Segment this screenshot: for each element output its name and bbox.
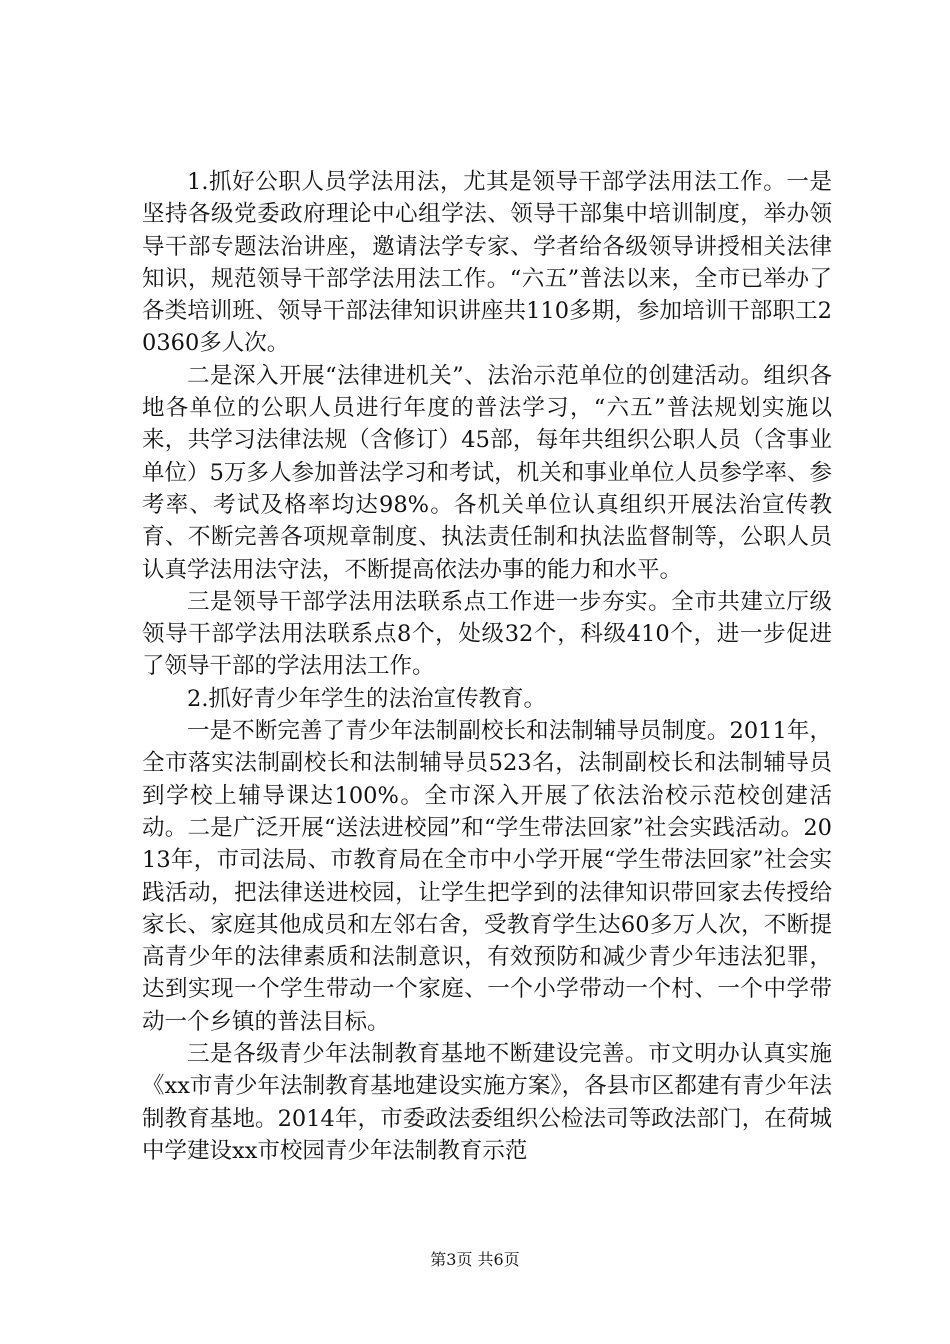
paragraph-law-into-organs: 二是深入开展“法律进机关”、法治示范单位的创建活动。组织各地各单位的公职人员进行年度的普法学习，“六五”普法规划实施以来，共学习法律法规（含修订）45部，每年共组织公职人员（含事业单位）5万多人参加普法学习和考试，机关和事业单位人员参学率、参考率、考试及格率均达98%。各机关单位认真组织开展法治宣传教育、不断完善各项规章制度、执法责任制和执法监督制等，公职人员认真学法用法守法，不断提高依法办事的能力和水平。 <box>142 362 832 583</box>
paragraph-education-bases: 三是各级青少年法制教育基地不断建设完善。市文明办认真实施《xx市青少年法制教育基地建设实施方案》，各县市区都建有青少年法制教育基地。2014年，市委政法委组织公检法司等政法部门，在荷城中学建设xx市校园青少年法制教育示范 <box>142 1041 832 1164</box>
document-body <box>142 166 832 1167</box>
paragraph-vice-principals: 一是不断完善了青少年法制副校长和法制辅导员制度。2011年，全市落实法制副校长和法制辅导员523名，法制副校长和法制辅导员到学校上辅导课达100%。全市深入开展了依法治校示范校创建活动。二是广泛开展“送法进校园”和“学生带法回家”社会实践活动。2013年，市司法局、市教育局在全市中小学开展“学生带法回家”社会实践活动，把法律送进校园，让学生把学到的法律知识带回家去传授给家长、家庭其他成员和左邻右舍，受教育学生达60多万人次，不断提高青少年的法律素质和法制意识，有效预防和减少青少年违法犯罪，达到实现一个学生带动一个家庭、一个小学带动一个村、一个中学带动一个乡镇的普法目标。 <box>142 718 832 1035</box>
section-heading-youth: 2.抓好青少年学生的法治宣传教育。 <box>187 685 546 712</box>
page-number-footer: 第3页 共6页 <box>430 1250 520 1269</box>
paragraph-contact-points: 三是领导干部学法用法联系点工作进一步夯实。全市共建立厅级领导干部学法用法联系点8个，处级32个，科级410个，进一步促进了领导干部的学法用法工作。 <box>142 588 832 680</box>
paragraph-public-officials: 1.抓好公职人员学法用法，尤其是领导干部学法用法工作。一是坚持各级党委政府理论中心组学法、领导干部集中培训制度，举办领导干部专题法治讲座，邀请法学专家、学者给各级领导讲授相关法律知识，规范领导干部学法用法工作。“六五”普法以来，全市已举办了各类培训班、领导干部法律知识讲座共110多期，参加培训干部职工20360多人次。 <box>142 169 832 357</box>
